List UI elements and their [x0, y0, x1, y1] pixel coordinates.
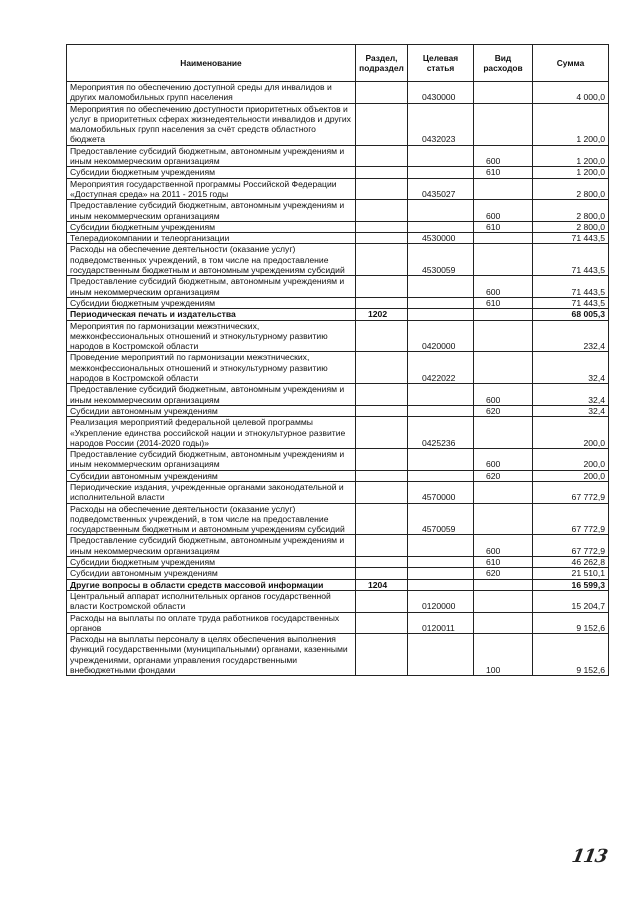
- header-name: Наименование: [67, 45, 356, 82]
- row-type-cell: [474, 612, 533, 634]
- header-section: Раздел, подраздел: [356, 45, 408, 82]
- row-sum-cell: 9 152,6: [533, 612, 609, 634]
- row-name-cell: Субсидии автономным учреждениям: [67, 568, 356, 579]
- row-section-cell: [356, 320, 408, 352]
- budget-table-sheet: [66, 44, 608, 676]
- row-section-cell: [356, 103, 408, 145]
- table-row: [67, 612, 609, 634]
- row-section-cell: [356, 221, 408, 232]
- row-name-cell: Центральный аппарат исполнительных органов государственной власти Костромской области: [67, 590, 356, 612]
- row-article-cell: 0432023: [408, 103, 474, 145]
- row-section-cell: [356, 276, 408, 298]
- row-section-cell: 1202: [356, 309, 408, 320]
- row-name-cell: Предоставление субсидий бюджетным, автономным учреждениям и иным некоммерческим организациям: [67, 276, 356, 298]
- row-sum-cell: 67 772,9: [533, 503, 609, 535]
- row-name-cell: Мероприятия по гармонизации межэтнических, межконфессиональных отношений и этнокультурному развитию народов в Костромской области: [67, 320, 356, 352]
- row-type-cell: 620: [474, 568, 533, 579]
- row-sum-cell: 71 443,5: [533, 276, 609, 298]
- row-section-cell: [356, 612, 408, 634]
- row-type-cell: 600: [474, 145, 533, 167]
- table-row: [67, 384, 609, 406]
- row-sum-cell: 67 772,9: [533, 535, 609, 557]
- row-section-cell: [356, 634, 408, 676]
- row-sum-cell: 16 599,3: [533, 579, 609, 590]
- row-name-cell: Предоставление субсидий бюджетным, автономным учреждениям и иным некоммерческим организациям: [67, 449, 356, 471]
- row-article-cell: [408, 579, 474, 590]
- row-sum-cell: 15 204,7: [533, 590, 609, 612]
- table-row: [67, 405, 609, 416]
- row-section-cell: [356, 352, 408, 384]
- table-row: [67, 103, 609, 145]
- row-type-cell: [474, 417, 533, 449]
- row-name-cell: Расходы на обеспечение деятельности (оказание услуг) подведомственных учреждений, в том числе на предоставление государственным бюджетным и автономным учреждениям субсидий: [67, 244, 356, 276]
- row-name-cell: Субсидии автономным учреждениям: [67, 470, 356, 481]
- row-section-cell: [356, 200, 408, 222]
- row-section-cell: [356, 590, 408, 612]
- row-article-cell: 4530000: [408, 233, 474, 244]
- row-section-cell: [356, 568, 408, 579]
- row-name-cell: Периодические издания, учрежденные органами законодательной и исполнительной власти: [67, 481, 356, 503]
- row-name-cell: Субсидии бюджетным учреждениям: [67, 557, 356, 568]
- row-article-cell: [408, 221, 474, 232]
- row-sum-cell: 200,0: [533, 470, 609, 481]
- row-article-cell: 0435027: [408, 178, 474, 200]
- row-name-cell: Периодическая печать и издательства: [67, 309, 356, 320]
- row-section-cell: [356, 145, 408, 167]
- row-article-cell: [408, 200, 474, 222]
- row-article-cell: [408, 634, 474, 676]
- row-name-cell: Предоставление субсидий бюджетным, автономным учреждениям и иным некоммерческим организациям: [67, 145, 356, 167]
- row-type-cell: 600: [474, 449, 533, 471]
- row-section-cell: [356, 167, 408, 178]
- header-sum: Сумма: [533, 45, 609, 82]
- row-article-cell: [408, 449, 474, 471]
- row-name-cell: Мероприятия по обеспечению доступной среды для инвалидов и других маломобильных групп населения: [67, 82, 356, 104]
- row-sum-cell: 1 200,0: [533, 103, 609, 145]
- row-name-cell: Расходы на обеспечение деятельности (оказание услуг) подведомственных учреждений, в том числе на предоставление государственным бюджетным и автономным учреждениям субсидий: [67, 503, 356, 535]
- row-name-cell: Субсидии автономным учреждениям: [67, 405, 356, 416]
- row-name-cell: Телерадиокомпании и телеорганизации: [67, 233, 356, 244]
- row-sum-cell: 2 800,0: [533, 200, 609, 222]
- row-section-cell: [356, 384, 408, 406]
- row-sum-cell: 32,4: [533, 352, 609, 384]
- table-row: [67, 449, 609, 471]
- table-header-row: [67, 45, 609, 82]
- table-row: [67, 535, 609, 557]
- table-row: [67, 221, 609, 232]
- table-row: [67, 244, 609, 276]
- table-row: [67, 276, 609, 298]
- row-article-cell: [408, 470, 474, 481]
- row-name-cell: Реализация мероприятий федеральной целевой программы «Укрепление единства российской нации и этнокультурное развитие народов России (2014-2020 годы)»: [67, 417, 356, 449]
- row-name-cell: Субсидии бюджетным учреждениям: [67, 167, 356, 178]
- row-name-cell: Расходы на выплаты по оплате труда работников государственных органов: [67, 612, 356, 634]
- row-article-cell: 4570000: [408, 481, 474, 503]
- table-row: [67, 297, 609, 308]
- row-type-cell: [474, 320, 533, 352]
- header-article: Целевая статья: [408, 45, 474, 82]
- row-section-cell: [356, 82, 408, 104]
- row-type-cell: [474, 178, 533, 200]
- row-sum-cell: 9 152,6: [533, 634, 609, 676]
- row-article-cell: [408, 309, 474, 320]
- row-sum-cell: 68 005,3: [533, 309, 609, 320]
- row-article-cell: [408, 405, 474, 416]
- table-row: [67, 145, 609, 167]
- table-row: [67, 352, 609, 384]
- row-type-cell: 620: [474, 470, 533, 481]
- row-type-cell: 610: [474, 221, 533, 232]
- row-sum-cell: 2 800,0: [533, 221, 609, 232]
- row-article-cell: [408, 384, 474, 406]
- row-section-cell: 1204: [356, 579, 408, 590]
- row-type-cell: [474, 244, 533, 276]
- table-body: [67, 82, 609, 676]
- row-type-cell: 600: [474, 200, 533, 222]
- row-sum-cell: 1 200,0: [533, 167, 609, 178]
- row-type-cell: 610: [474, 167, 533, 178]
- row-article-cell: [408, 276, 474, 298]
- row-name-cell: Субсидии бюджетным учреждениям: [67, 297, 356, 308]
- row-article-cell: 0120000: [408, 590, 474, 612]
- table-row: [67, 557, 609, 568]
- row-article-cell: [408, 167, 474, 178]
- row-article-cell: 0430000: [408, 82, 474, 104]
- table-row: [67, 178, 609, 200]
- row-sum-cell: 46 262,8: [533, 557, 609, 568]
- row-sum-cell: 4 000,0: [533, 82, 609, 104]
- row-name-cell: Предоставление субсидий бюджетным, автономным учреждениям и иным некоммерческим организациям: [67, 535, 356, 557]
- table-row: [67, 568, 609, 579]
- row-type-cell: [474, 590, 533, 612]
- row-sum-cell: 200,0: [533, 449, 609, 471]
- row-type-cell: 600: [474, 535, 533, 557]
- row-sum-cell: 32,4: [533, 405, 609, 416]
- row-article-cell: [408, 535, 474, 557]
- row-name-cell: Предоставление субсидий бюджетным, автономным учреждениям и иным некоммерческим организациям: [67, 384, 356, 406]
- row-sum-cell: 71 443,5: [533, 244, 609, 276]
- row-section-cell: [356, 481, 408, 503]
- row-type-cell: [474, 233, 533, 244]
- row-section-cell: [356, 233, 408, 244]
- row-name-cell: Проведение мероприятий по гармонизации межэтнических, межконфессиональных отношений и этнокультурному развитию народов в Костромской области: [67, 352, 356, 384]
- row-sum-cell: 1 200,0: [533, 145, 609, 167]
- table-row: [67, 503, 609, 535]
- row-type-cell: 100: [474, 634, 533, 676]
- row-type-cell: [474, 503, 533, 535]
- row-section-cell: [356, 405, 408, 416]
- row-type-cell: [474, 579, 533, 590]
- budget-table: [66, 44, 609, 676]
- row-type-cell: [474, 82, 533, 104]
- row-article-cell: 4570059: [408, 503, 474, 535]
- row-section-cell: [356, 470, 408, 481]
- row-type-cell: 600: [474, 384, 533, 406]
- row-sum-cell: 67 772,9: [533, 481, 609, 503]
- row-type-cell: [474, 481, 533, 503]
- row-name-cell: Предоставление субсидий бюджетным, автономным учреждениям и иным некоммерческим организациям: [67, 200, 356, 222]
- table-row: [67, 309, 609, 320]
- row-type-cell: 620: [474, 405, 533, 416]
- row-type-cell: 600: [474, 276, 533, 298]
- row-article-cell: 0420000: [408, 320, 474, 352]
- row-article-cell: [408, 145, 474, 167]
- page-number: 113: [570, 846, 609, 867]
- row-sum-cell: 232,4: [533, 320, 609, 352]
- row-article-cell: [408, 297, 474, 308]
- row-section-cell: [356, 535, 408, 557]
- row-sum-cell: 200,0: [533, 417, 609, 449]
- table-row: [67, 233, 609, 244]
- row-sum-cell: 71 443,5: [533, 297, 609, 308]
- table-row: [67, 470, 609, 481]
- row-section-cell: [356, 244, 408, 276]
- row-section-cell: [356, 417, 408, 449]
- row-type-cell: 610: [474, 557, 533, 568]
- row-article-cell: 0120011: [408, 612, 474, 634]
- table-row: [67, 579, 609, 590]
- row-article-cell: 0422022: [408, 352, 474, 384]
- row-article-cell: [408, 557, 474, 568]
- table-row: [67, 417, 609, 449]
- row-section-cell: [356, 297, 408, 308]
- row-section-cell: [356, 178, 408, 200]
- row-sum-cell: 21 510,1: [533, 568, 609, 579]
- row-type-cell: 610: [474, 297, 533, 308]
- table-row: [67, 200, 609, 222]
- row-section-cell: [356, 557, 408, 568]
- table-row: [67, 590, 609, 612]
- row-name-cell: Другие вопросы в области средств массовой информации: [67, 579, 356, 590]
- table-row: [67, 320, 609, 352]
- row-type-cell: [474, 352, 533, 384]
- table-row: [67, 634, 609, 676]
- row-name-cell: Расходы на выплаты персоналу в целях обеспечения выполнения функций государственными (муниципальными) органами, казенными учреждениями, органами управления государственными внебюджетными фондами: [67, 634, 356, 676]
- row-type-cell: [474, 103, 533, 145]
- row-sum-cell: 71 443,5: [533, 233, 609, 244]
- row-name-cell: Мероприятия государственной программы Российской Федерации «Доступная среда» на 2011 - 2015 годы: [67, 178, 356, 200]
- row-type-cell: [474, 309, 533, 320]
- row-sum-cell: 32,4: [533, 384, 609, 406]
- table-row: [67, 167, 609, 178]
- header-type: Вид расходов: [474, 45, 533, 82]
- table-row: [67, 481, 609, 503]
- row-name-cell: Субсидии бюджетным учреждениям: [67, 221, 356, 232]
- row-article-cell: [408, 568, 474, 579]
- row-article-cell: 4530059: [408, 244, 474, 276]
- row-article-cell: 0425236: [408, 417, 474, 449]
- table-row: [67, 82, 609, 104]
- row-sum-cell: 2 800,0: [533, 178, 609, 200]
- row-section-cell: [356, 503, 408, 535]
- row-name-cell: Мероприятия по обеспечению доступности приоритетных объектов и услуг в приоритетных сферах жизнедеятельности инвалидов и других маломобильных групп населения за счёт средств областного бюджета: [67, 103, 356, 145]
- row-section-cell: [356, 449, 408, 471]
